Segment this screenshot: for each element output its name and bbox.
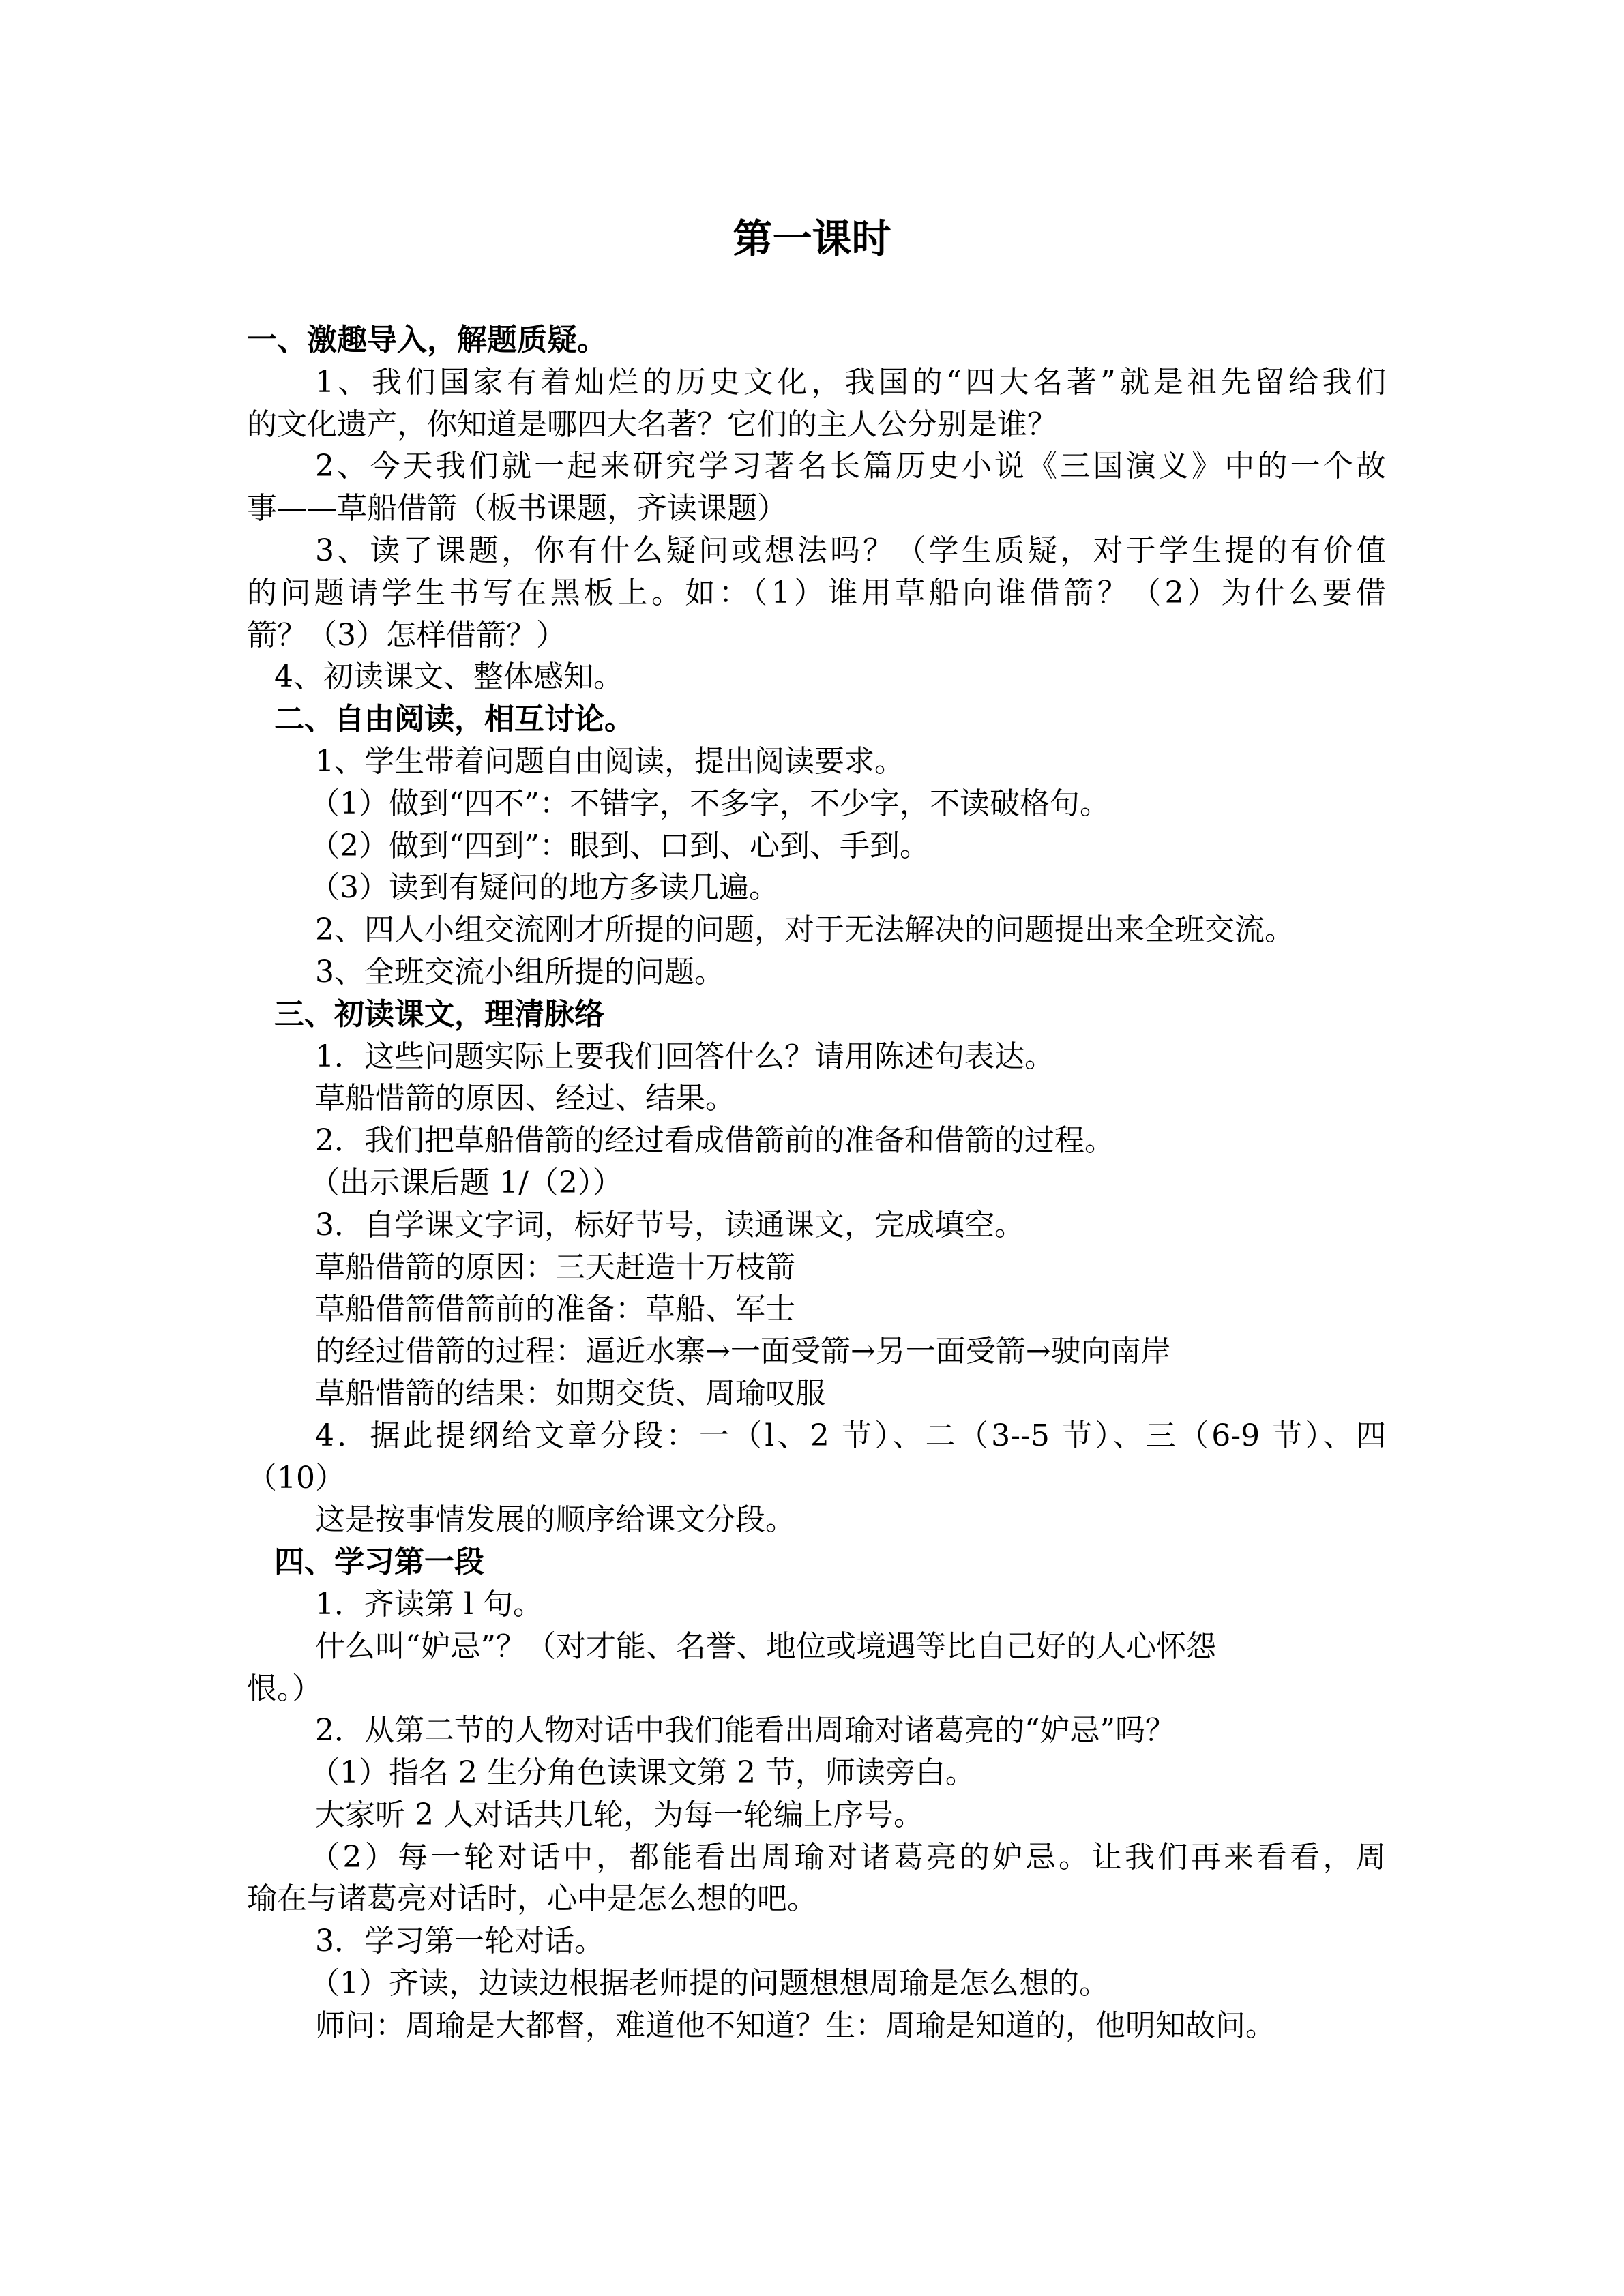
paragraph-line: 1．齐读第 l 句。 [315, 1586, 544, 1622]
paragraph-line: （出示课后题 1/（2）） [310, 1165, 623, 1200]
paragraph-line: （2）每一轮对话中，都能看出周瑜对诸葛亮的妒忌。让我们再来看看，周 [310, 1839, 1386, 1875]
paragraph-line: 事——草船借箭（板书课题，齐读课题） [247, 491, 787, 526]
page-title: 第一课时 [733, 215, 891, 262]
paragraph-line: （1）指名 2 生分角色读课文第 2 节，师读旁白。 [310, 1755, 975, 1791]
section-heading: 四、学习第一段 [274, 1545, 484, 1580]
paragraph-line: 的经过借箭的过程：逼近水寨→一面受箭→另一面受箭→驶向南岸 [315, 1334, 1171, 1369]
paragraph-line: 草船借箭的原因：三天赶造十万枝箭 [315, 1249, 795, 1285]
paragraph-line: 这是按事情发展的顺序给课文分段。 [315, 1502, 795, 1538]
paragraph-line: 3．自学课文字词，标好节号，读通课文，完成填空。 [315, 1207, 1024, 1242]
section-heading: 二、自由阅读，相互讨论。 [274, 702, 634, 737]
paragraph-line: 恨。） [247, 1671, 322, 1706]
paragraph-line: 3、全班交流小组所提的问题。 [315, 954, 724, 989]
paragraph-line: 4．据此提纲给文章分段：一（l、2 节）、二（3--5 节）、三（6-9 节）、四 [315, 1418, 1386, 1453]
paragraph-line: 2．从第二节的人物对话中我们能看出周瑜对诸葛亮的“妒忌”吗？ [315, 1713, 1175, 1748]
paragraph-line: 大家听 2 人对话共几轮，为每一轮编上序号。 [315, 1797, 924, 1832]
paragraph-line: 2、今天我们就一起来研究学习著名长篇历史小说《三国演义》中的一个故 [315, 449, 1386, 484]
paragraph-line: 草船惜箭的结果：如期交货、周瑜叹服 [315, 1375, 825, 1411]
paragraph-line: 师问：周瑜是大都督，难道他不知道？生：周瑜是知道的，他明知故问。 [315, 2008, 1275, 2043]
paragraph-line: 3．学习第一轮对话。 [315, 1924, 604, 1959]
paragraph-line: 草船惜箭的原因、经过、结果。 [315, 1081, 735, 1116]
document-body [247, 319, 1386, 2047]
paragraph-line: 2．我们把草船借箭的经过看成借箭前的准备和借箭的过程。 [315, 1123, 1114, 1159]
paragraph-line: 的问题请学生书写在黑板上。如：（1）谁用草船向谁借箭？（2）为什么要借 [247, 575, 1386, 610]
paragraph-line: （1）齐读，边读边根据老师提的问题想想周瑜是怎么想的。 [310, 1966, 1109, 2001]
section-heading: 三、初读课文，理清脉络 [274, 996, 604, 1032]
paragraph-line: 1、我们国家有着灿烂的历史文化，我国的“四大名著”就是祖先留给我们 [315, 364, 1386, 400]
paragraph-line: 1、学生带着问题自由阅读，提出阅读要求。 [315, 743, 904, 779]
paragraph-line: 草船借箭借箭前的准备：草船、军士 [315, 1292, 795, 1327]
paragraph-line: 1．这些问题实际上要我们回答什么？请用陈述句表达。 [315, 1039, 1054, 1074]
paragraph-line: 什么叫“妒忌”？（对才能、名誉、地位或境遇等比自己好的人心怀怨 [315, 1628, 1216, 1664]
section-heading: 一、激趣导入，解题质疑。 [247, 323, 607, 357]
paragraph-line: （3）读到有疑问的地方多读几遍。 [310, 870, 779, 906]
paragraph-line: 箭？（3）怎样借箭？） [247, 617, 566, 653]
paragraph-line: 的文化遗产，你知道是哪四大名著？它们的主人公分别是谁？ [247, 406, 1057, 442]
paragraph-line: （1）做到“四不”：不错字，不多字，不少字，不读破格句。 [310, 786, 1110, 821]
paragraph-line: （2）做到“四到”：眼到、口到、心到、手到。 [310, 828, 930, 863]
paragraph-line: 瑜在与诸葛亮对话时，心中是怎么想的吧。 [247, 1881, 817, 1917]
paragraph-line: 4、初读课文、整体感知。 [274, 659, 623, 695]
paragraph-line: 3、读了课题，你有什么疑问或想法吗？（学生质疑，对于学生提的有价值 [315, 533, 1386, 568]
paragraph-line: 2、四人小组交流刚才所提的问题，对于无法解决的问题提出来全班交流。 [315, 912, 1295, 948]
paragraph-line: （10） [247, 1460, 345, 1495]
